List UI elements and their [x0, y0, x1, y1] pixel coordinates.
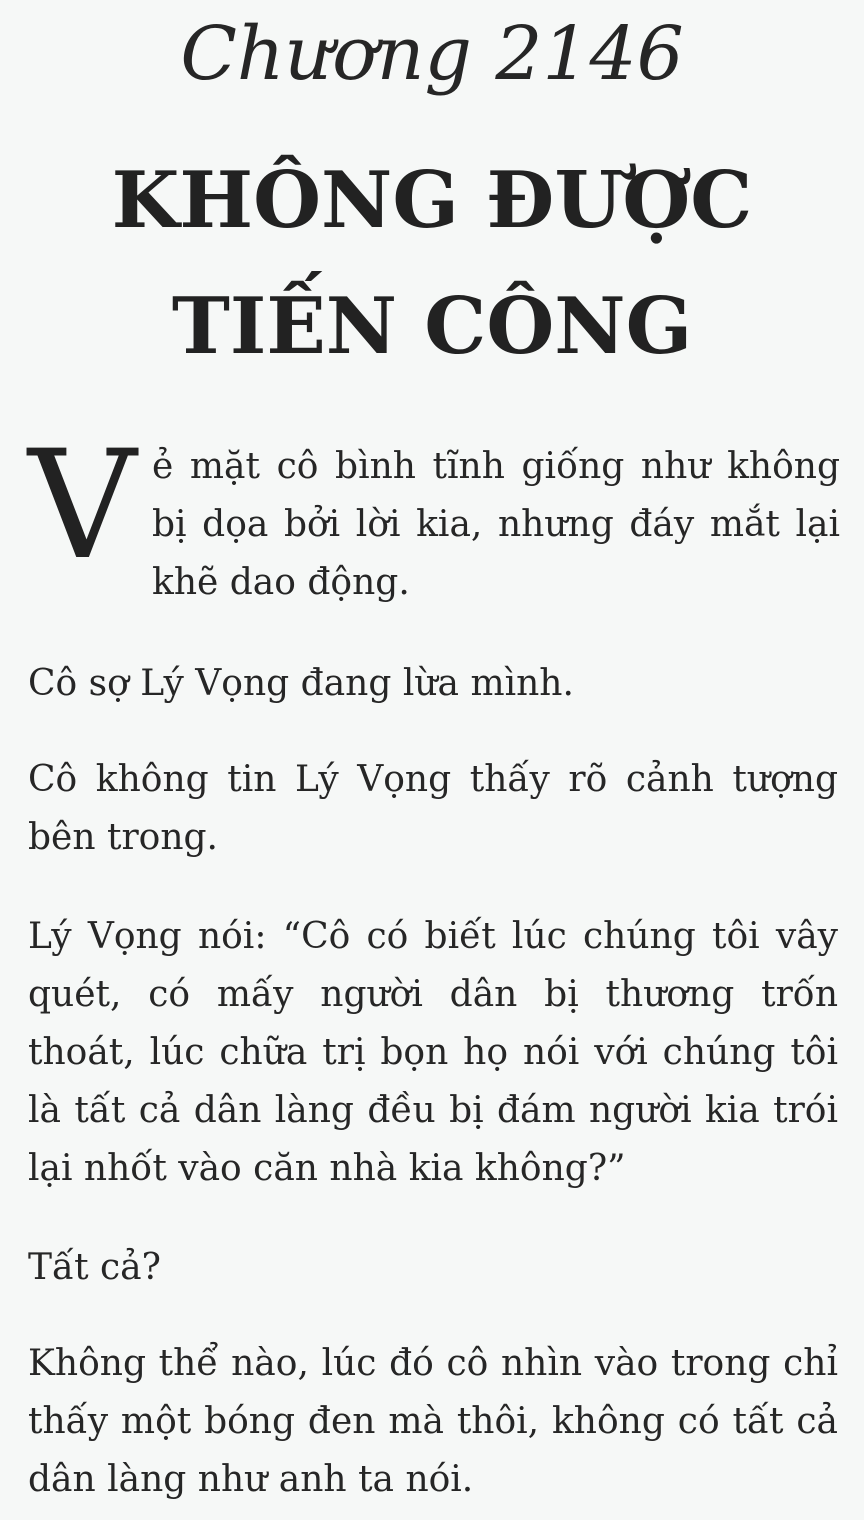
drop-cap-letter: V — [28, 419, 137, 593]
paragraph: Lý Vọng nói: “Cô có biết lúc chúng tôi vây quét, có mấy người dân bị thương trốn thoát, lúc chữa trị bọn họ nói với chúng tôi là tất cả dân làng đều bị đám người kia trói lại nhốt vào căn nhà kia không?” — [28, 916, 838, 1189]
paragraph: Cô không tin Lý Vọng thấy rõ cảnh tượng bên trong. — [28, 759, 838, 858]
opening-paragraph-text: ẻ mặt cô bình tĩnh giống như không bị dọa bởi lời kia, nhưng đáy mắt lại khẽ dao động. — [152, 446, 840, 603]
chapter-title-line-1: KHÔNG ĐƯỢC — [111, 155, 753, 246]
chapter-title — [40, 138, 824, 390]
chapter-title-line-2: TIẾN CÔNG — [171, 281, 693, 372]
paragraph: Không thể nào, lúc đó cô nhìn vào trong chỉ thấy một bóng đen mà thôi, không có tất cả dân làng như anh ta nói. — [28, 1343, 838, 1500]
paragraph: Cô sợ Lý Vọng đang lừa mình. — [28, 663, 574, 704]
paragraph: Tất cả? — [28, 1247, 161, 1288]
chapter-number: Chương 2146 — [180, 11, 684, 97]
